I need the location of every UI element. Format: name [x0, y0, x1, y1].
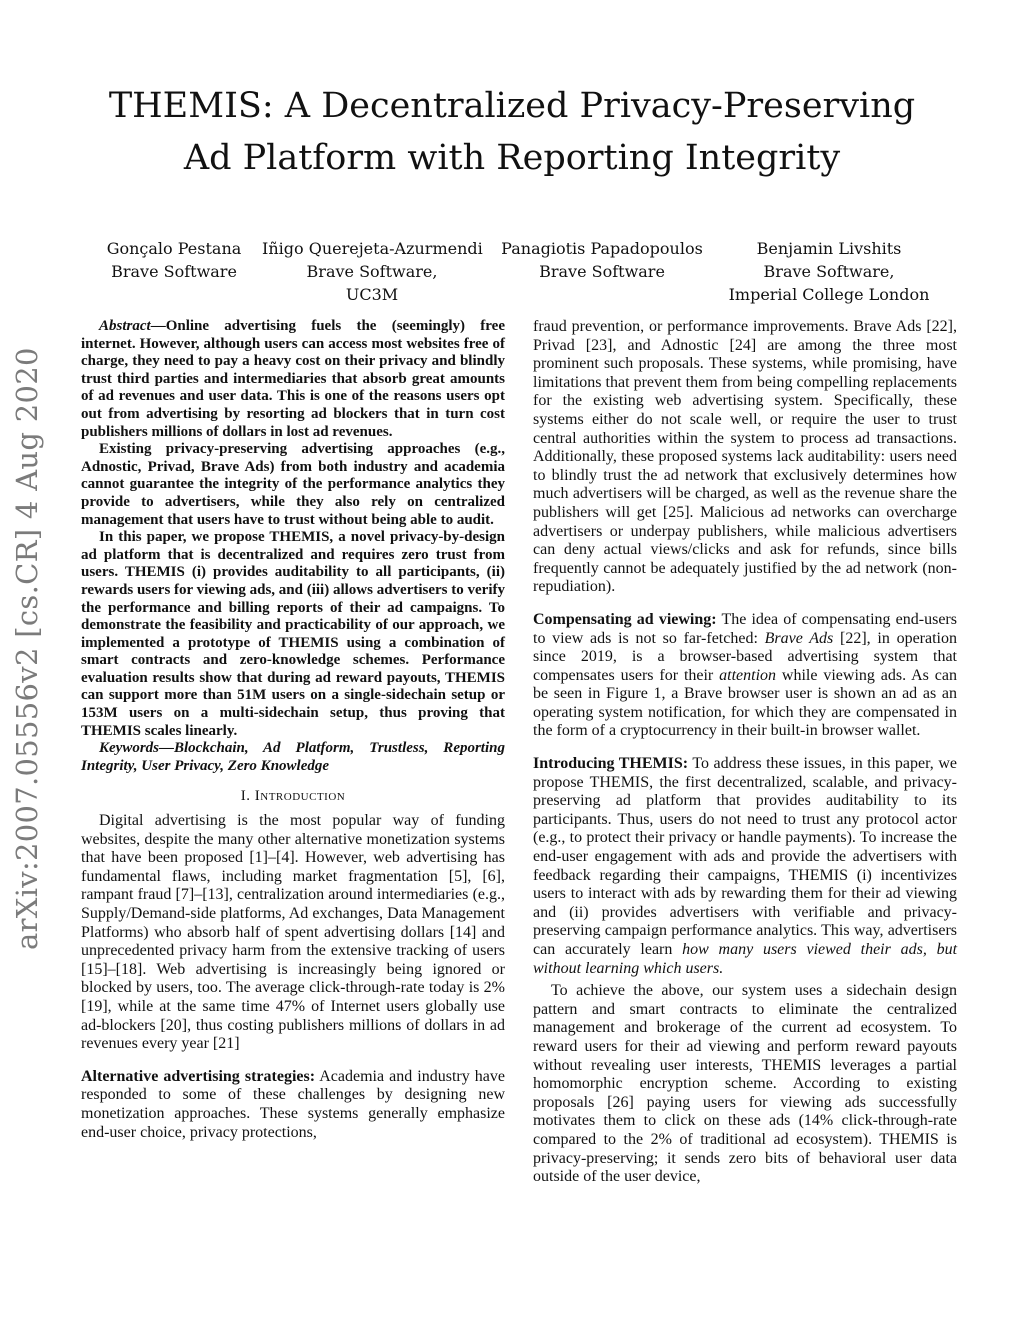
- author-name: Gonçalo Pestana: [106, 239, 242, 258]
- author-affiliation: Brave Software: [539, 262, 665, 281]
- keywords: Keywords—Blockchain, Ad Platform, Trustless, Reporting Integrity, User Privacy, Zero Knowledge: [81, 740, 505, 774]
- author-name: Benjamin Livshits: [756, 239, 902, 258]
- compensating-text-a: The idea of compensating end-users to view ads is not so far-fetched:: [533, 610, 957, 647]
- abstract-paragraph-1: [81, 318, 505, 441]
- compensating-paragraph: [533, 611, 957, 741]
- title-line-1: THEMIS: A Decentralized Privacy-Preserving: [108, 86, 916, 126]
- arxiv-identifier-stamp[interactable]: arXiv:2007.05556v2 [cs.CR] 4 Aug 2020: [10, 347, 44, 950]
- introducing-paragraph: [533, 755, 957, 978]
- author-name: Panagiotis Papadopoulos: [501, 239, 703, 258]
- alt-strategies-heading: Alternative advertising strategies:: [81, 1067, 316, 1085]
- author-affiliation-2: Imperial College London: [728, 285, 930, 304]
- author-4: [718, 237, 940, 306]
- introducing-emphasis: how many users viewed their ads, but without learning which users.: [533, 941, 958, 977]
- brave-ads-emphasis: Brave Ads: [764, 629, 834, 647]
- author-affiliation-2: UC3M: [345, 285, 399, 304]
- title-line-2: Ad Platform with Reporting Integrity: [183, 138, 841, 178]
- compensating-heading: Compensating ad viewing:: [533, 610, 717, 628]
- introducing-heading: Introducing THEMIS:: [533, 755, 689, 773]
- abstract: [81, 318, 505, 740]
- author-affiliation: Brave Software,: [306, 262, 438, 281]
- author-name: Iñigo Querejeta-Azurmendi: [262, 239, 483, 258]
- author-affiliation: Brave Software: [111, 262, 237, 281]
- author-1: [96, 237, 252, 283]
- author-3: [496, 237, 708, 283]
- paper-title: [80, 80, 944, 184]
- abstract-paragraph-3: In this paper, we propose THEMIS, a novel privacy-by-design ad platform that is decentralized and requires zero trust from users. THEMIS (i) provides auditability to all participants, (ii) rewards users for viewing ads, and (iii) allows advertisers to verify the performance and billing reports of their ad campaigns. To demonstrate the feasibility and practicability of our approach, we implemented a prototype of THEMIS using a combination of smart contracts and zero-knowledge schemes. Performance evaluation results show that during ad reward payouts, THEMIS can support more than 51M users on a single-sidechain setup or 153M users on a multi-sidechain setup, thus proving that THEMIS scales linearly.: [81, 529, 505, 739]
- abstract-paragraph-2: Existing privacy-preserving advertising approaches (e.g., Adnostic, Privad, Brave Ads) from both industry and academia cannot guarantee the integrity of the performance analytics they provide to advertisers, while they also rely on centralized management that users have to trust without being able to audit.: [81, 441, 505, 528]
- section-heading-introduction: I. Introduction: [240, 788, 346, 805]
- abstract-label: Abstract: [99, 318, 151, 334]
- alt-strategies-text: Academia and industry have responded to some of these challenges by designing new monetization approaches. These systems generally emphasize end-user choice, privacy protections,: [81, 1067, 506, 1141]
- compensating-text-b: [22], in operation since 2019, is a browser-based advertising system that compensates users for their: [533, 629, 957, 684]
- compensating-text-c: while viewing ads. As can be seen in Figure 1, a Brave browser user is shown an ad as an operating system notification, for which they are compensated in the form of a cryptocurrency in their built-in browser wallet.: [533, 666, 957, 740]
- right-column: [533, 318, 957, 1187]
- abstract-text-1: —Online advertising fuels the (seemingly) free internet. However, although users can access most websites free of charge, they need to pay a heavy cost on their privacy and blindly trust third parties and intermediaries that absorb great amounts of ad revenues and user data. This is one of the reasons users opt out from advertising by resorting ad blockers that in turn cost publishers millions of dollars in lost ad revenues.: [81, 318, 505, 440]
- author-2: [262, 237, 482, 306]
- author-block: [0, 237, 1024, 307]
- intro-paragraph-1: Digital advertising is the most popular way of funding websites, despite the many other alternative monetization systems that have been proposed [1]–[4]. However, web advertising has fundamental flaws, including market fragmentation [5], [6], rampant fraud [7]–[13], centralization around intermediaries (e.g., Supply/Demand-side platforms, Ad exchanges, Data Management Platforms) who absorb half of spent advertising dollars [14] and unprecedented privacy harm from the extensive tracking of users [15]–[18]. Web advertising is increasingly being ignored or blocked by users, too. The average click-through-rate today is 2% [19], while at the same time 47% of Internet users globally use ad-blockers [20], thus costing publishers millions of dollars in ad revenues every year [21]: [81, 812, 505, 1053]
- right-paragraph-last: To achieve the above, our system uses a sidechain design pattern and smart contracts to eliminate the centralized management and brokerage of the current ad ecosystem. To reward users for their ad viewing and perform reward payouts without revealing user interests, THEMIS leverages a partial homomorphic encryption scheme. According to existing proposals [26] paying users for viewing ads successfully motivates them to click on these ads (14% click-through-rate compared to the 2% of traditional ad ecosystem). THEMIS is privacy-preserving; it sends zero bits of behavioral user data outside of the user device,: [533, 982, 957, 1186]
- attention-emphasis: attention: [719, 666, 777, 684]
- left-column: [81, 318, 505, 1142]
- introducing-text: To address these issues, in this paper, we propose THEMIS, the first decentralized, scalable, and privacy-preserving ad platform that provides auditability to its participants. Thus, users do not need to trust any protocol actor (e.g., to protect their privacy or handle payments). To increase the end-user engagement with ads and provide the advertisers with feedback regarding their campaigns, THEMIS (i) incentivizes users to interact with ads by rewarding them for their ad viewing and (ii) provides advertisers with verifiable and privacy-preserving campaign performance analytics. This way, advertisers can accurately learn: [533, 755, 958, 958]
- alt-strategies-paragraph: [81, 1068, 505, 1142]
- author-affiliation: Brave Software,: [763, 262, 895, 281]
- right-paragraph-1: fraud prevention, or performance improvements. Brave Ads [22], Privad [23], and Adnostic [24] are among the three most prominent such proposals. These systems, while promising, have limitations that prevent them from being compelling replacements for the existing web advertising system. Specifically, these systems either do not scale well, or require the user to trust central authorities within the system to process ad transactions. Additionally, these proposed systems lack auditability: users need to blindly trust the ad network that exclusively determines how much advertisers will be charged, as well as the revenue share the publishers will get [25]. Malicious ad networks can overcharge advertisers or underpay publishers, while malicious advertisers can deny actual views/clicks and ask for refunds, since bills frequently cannot be adequately justified by the ad network (non-repudiation).: [533, 318, 957, 596]
